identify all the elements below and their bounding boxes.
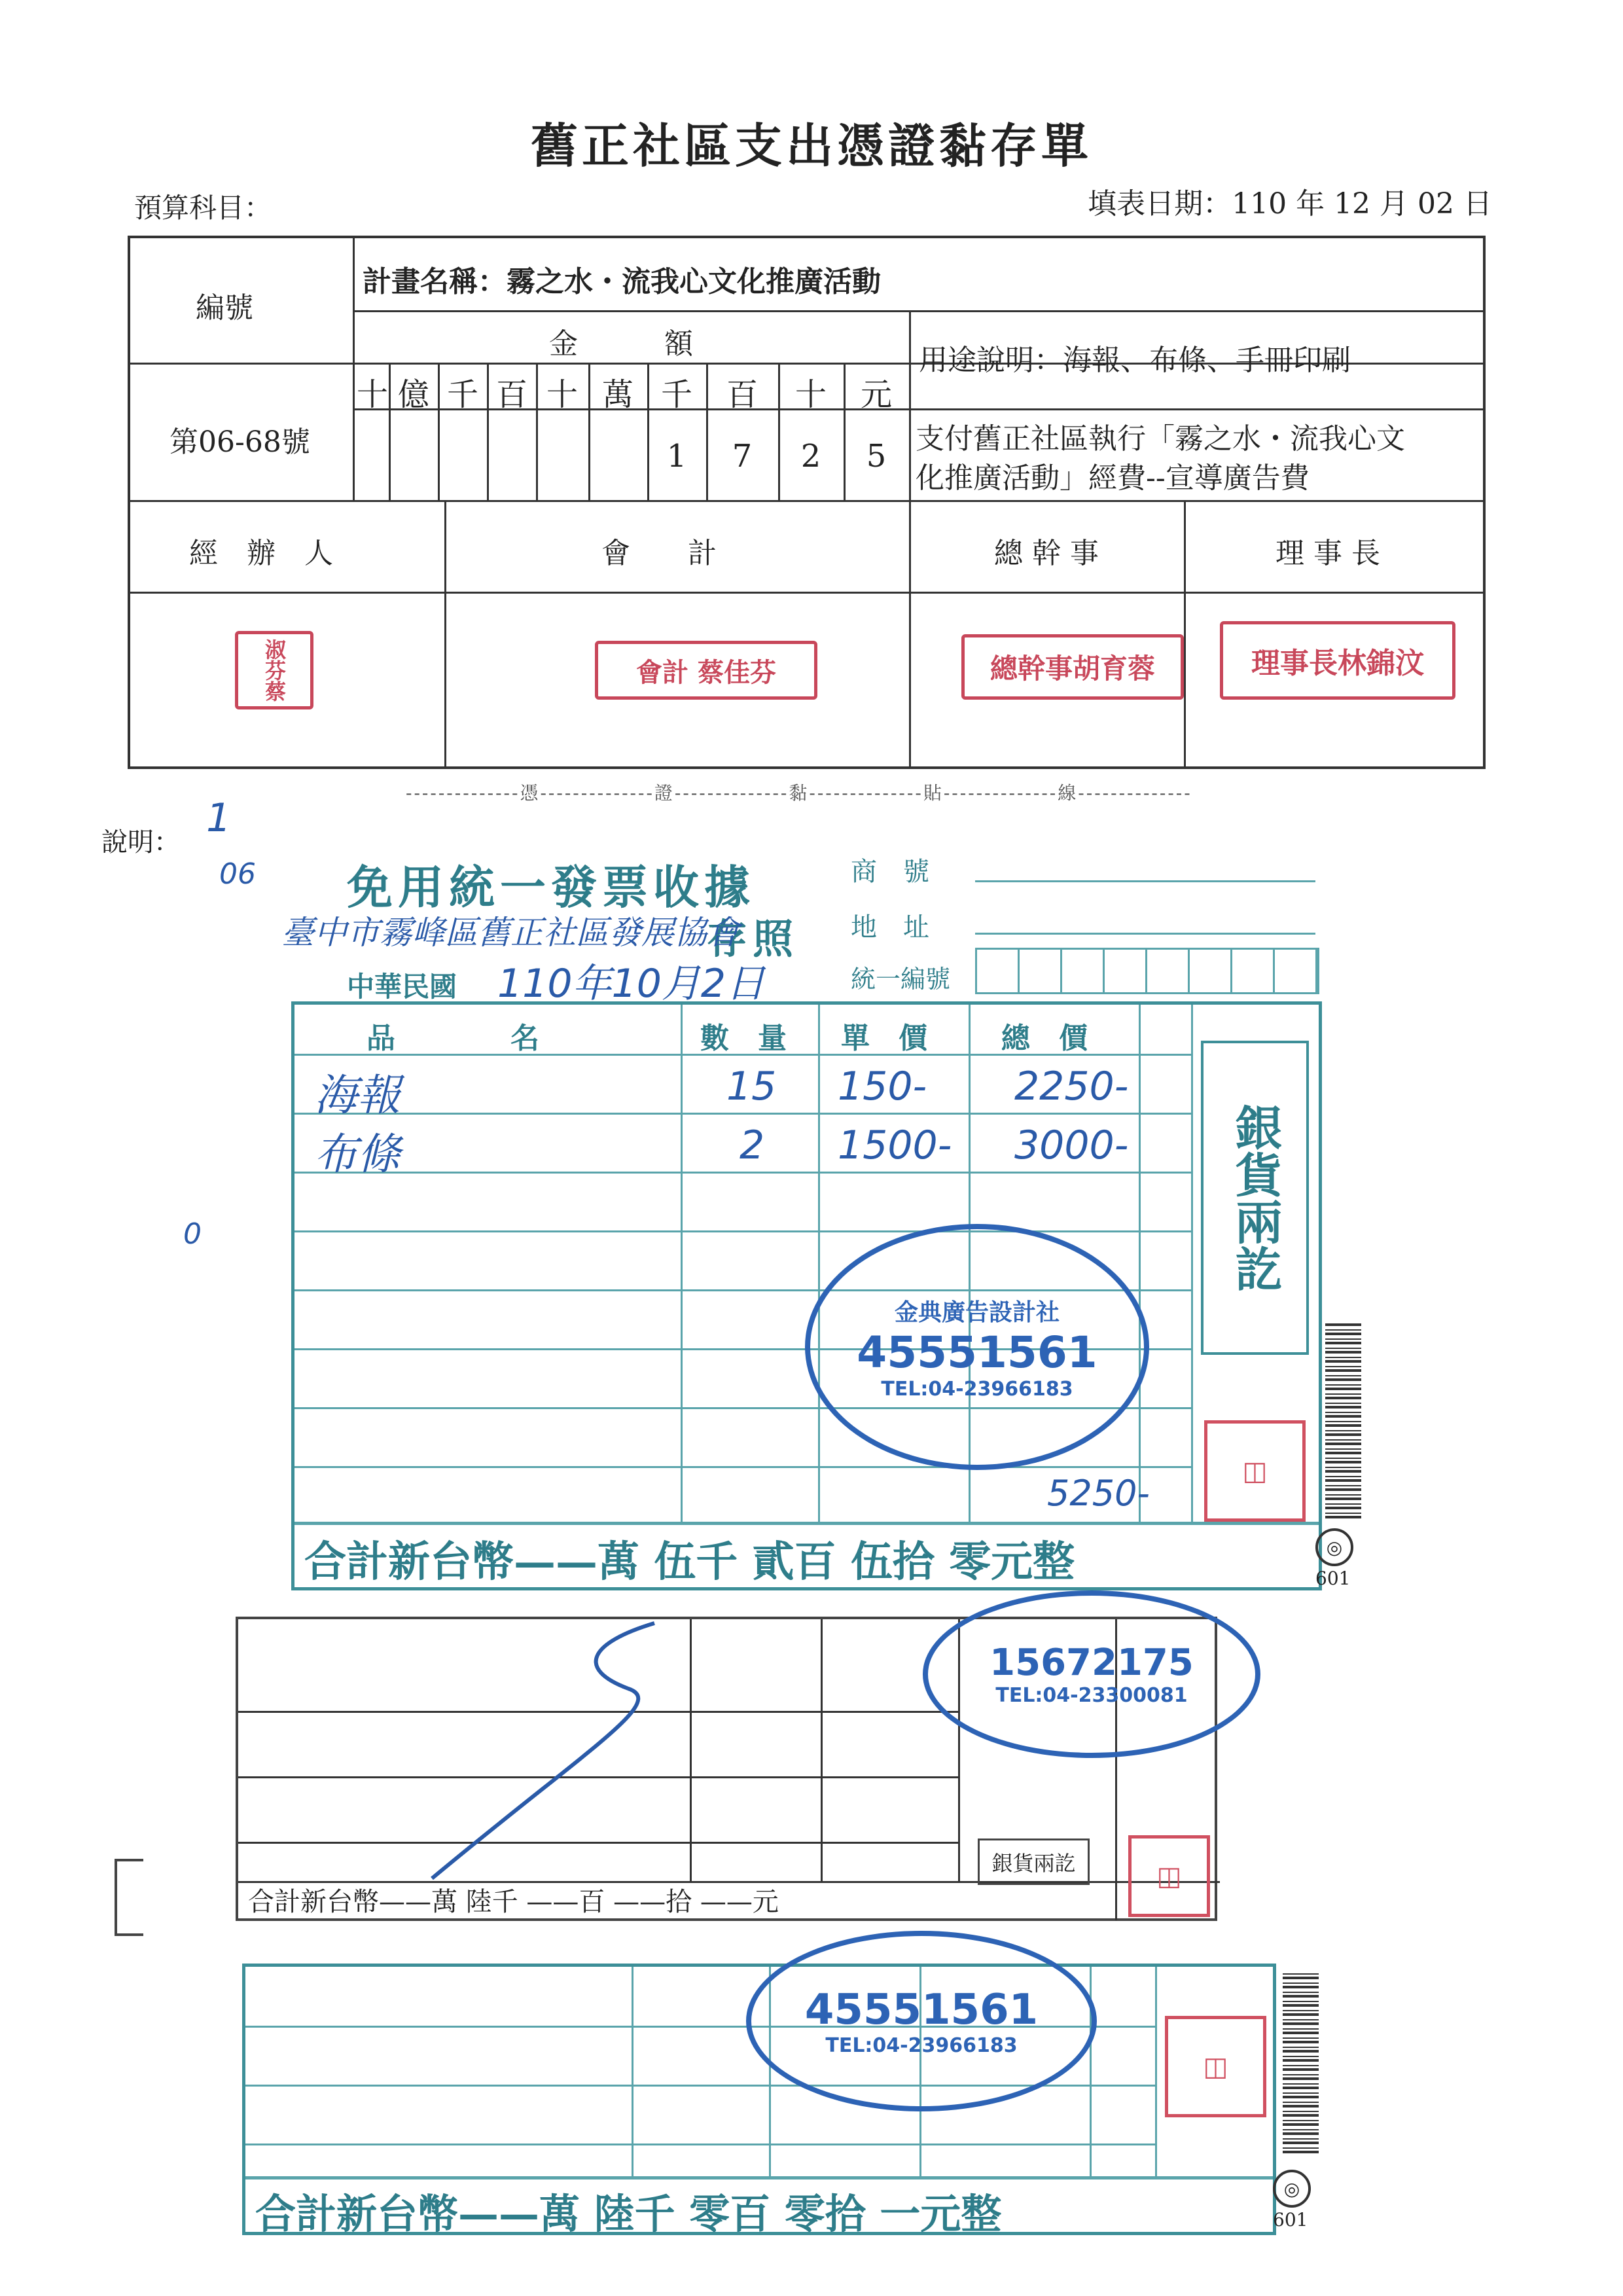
handler-seal: 淑芬蔡 bbox=[235, 631, 313, 709]
amount-digit: 1 bbox=[666, 438, 687, 475]
receipt2-stamp-number: 15672175 bbox=[990, 1641, 1194, 1684]
director-seal: 總幹事胡育蓉 bbox=[961, 634, 1184, 700]
receipt2-total-line: 合計新台幣——萬 陸千 ——百 ——拾 ——元 bbox=[248, 1887, 779, 1917]
purpose-detail-line2: 化推廣活動」經費--宣導廣告費 bbox=[916, 461, 1310, 495]
receipt2-stamp-tel: TEL:04-23300081 bbox=[995, 1684, 1188, 1707]
shop-name-label: 商 號 bbox=[851, 857, 929, 887]
fill-date: 填表日期：110 年 12 月 02 日 bbox=[1088, 187, 1492, 221]
stamp-title: 金典廣告設計社 bbox=[894, 1299, 1060, 1326]
role-chairman: 理 事 長 bbox=[1275, 537, 1380, 570]
voucher-table bbox=[128, 236, 1486, 769]
accountant-seal: 會計 蔡佳芬 bbox=[595, 641, 817, 700]
buyer-handwriting: 臺中市霧峰區舊正社區發展協會 bbox=[281, 914, 740, 952]
purpose-label: 用途說明：海報、布條、手冊印刷 bbox=[919, 344, 1351, 377]
receipt3-total-line: 合計新台幣——萬 陸千 零百 零拾 一元整 bbox=[255, 2190, 1002, 2238]
receipt3-seal: ◫ bbox=[1165, 2016, 1266, 2117]
item-total: 3000- bbox=[1014, 1122, 1129, 1168]
shop-stamp-oval bbox=[805, 1224, 1149, 1470]
item-qty: 2 bbox=[740, 1122, 765, 1168]
voucher-title: 舊正社區支出憑證黏存單 bbox=[530, 118, 1092, 173]
date-label: 中華民國 bbox=[347, 971, 457, 1003]
number-header: 編號 bbox=[196, 291, 253, 325]
role-handler: 經 辦 人 bbox=[189, 537, 333, 570]
receipt1-table bbox=[291, 1001, 1322, 1590]
unit-label: 千 bbox=[446, 376, 478, 413]
paste-line: --------------憑--------------證--------------黏--------------貼--------------線-------------- bbox=[406, 782, 1192, 804]
col-qty: 數 量 bbox=[700, 1022, 787, 1055]
receipt1-total-line: 合計新台幣——萬 伍千 貳百 伍拾 零元整 bbox=[304, 1537, 1075, 1587]
unit-label: 元 bbox=[860, 376, 892, 413]
item-total: 2250- bbox=[1014, 1064, 1129, 1109]
unit-label: 十 bbox=[794, 376, 827, 413]
amount-digit: 2 bbox=[800, 438, 821, 475]
barcode bbox=[1325, 1322, 1361, 1518]
budget-label: 預算科目： bbox=[134, 192, 272, 224]
unit-label: 十 bbox=[546, 376, 578, 413]
role-director: 總 幹 事 bbox=[994, 537, 1099, 570]
unit-label: 千 bbox=[660, 376, 692, 413]
col-unit: 單 價 bbox=[841, 1022, 927, 1055]
margin-mark: 1 bbox=[206, 795, 232, 841]
silver-box: 銀貨兩訖 bbox=[1201, 1041, 1309, 1355]
receipt-title: 免用統一發票收據 bbox=[347, 860, 755, 914]
receipt3-stamp-tel: TEL:04-23966183 bbox=[825, 2034, 1018, 2057]
receipt3-stamp-number: 45551561 bbox=[804, 1985, 1039, 2034]
voucher-number: 第06-68號 bbox=[169, 425, 310, 459]
role-accountant: 會 計 bbox=[601, 537, 717, 570]
unit-label: 十 bbox=[356, 376, 388, 413]
margin-mark: 06 bbox=[219, 857, 256, 891]
item-qty: 15 bbox=[726, 1064, 777, 1109]
project-name: 計畫名稱：霧之水・流我心文化推廣活動 bbox=[363, 265, 881, 298]
handwritten-sum: 5250- bbox=[1047, 1473, 1150, 1514]
stamp-tel: TEL:04-23966183 bbox=[881, 1377, 1073, 1401]
unit-label: 百 bbox=[495, 376, 527, 413]
circle-mark: ◎ bbox=[1315, 1528, 1353, 1566]
receipt2-silver: 銀貨兩訖 bbox=[978, 1839, 1090, 1885]
receipt3-side-code: 601 bbox=[1273, 2209, 1308, 2231]
receipt3-stamp-oval bbox=[746, 1931, 1097, 2111]
receipt2-seal: ◫ bbox=[1128, 1835, 1210, 1917]
margin-mark: 0 bbox=[183, 1217, 202, 1251]
address-label: 地 址 bbox=[851, 912, 929, 942]
shop-seal-square: ◫ bbox=[1204, 1420, 1306, 1522]
side-code: 601 bbox=[1315, 1568, 1351, 1589]
amount-digit: 7 bbox=[732, 438, 753, 475]
stamp-number: 45551561 bbox=[857, 1327, 1097, 1378]
amount-header: 金 額 bbox=[549, 327, 693, 361]
col-item: 品 名 bbox=[366, 1022, 539, 1055]
chairman-seal: 理事長林錦汶 bbox=[1220, 621, 1455, 700]
col-total: 總 價 bbox=[1001, 1022, 1088, 1055]
tax-id-label: 統一編號 bbox=[851, 965, 951, 994]
amount-digit: 5 bbox=[866, 438, 887, 475]
purpose-detail-line1: 支付舊正社區執行「霧之水・流我心文 bbox=[916, 422, 1405, 456]
receipt-date: 110年10月2日 bbox=[497, 961, 766, 1007]
bracket-mark bbox=[115, 1859, 143, 1936]
unit-label: 萬 bbox=[601, 376, 633, 413]
item-price: 1500- bbox=[838, 1122, 952, 1168]
item-name: 海報 bbox=[314, 1070, 401, 1121]
receipt-copy: 存照 bbox=[707, 915, 799, 963]
item-price: 150- bbox=[838, 1064, 927, 1109]
unit-label: 百 bbox=[726, 376, 758, 413]
item-name: 布條 bbox=[314, 1129, 401, 1179]
note-label: 說明： bbox=[101, 827, 180, 857]
receipt3-circle-mark: ◎ bbox=[1273, 2170, 1311, 2208]
receipt3-barcode bbox=[1283, 1970, 1319, 2153]
unit-label: 億 bbox=[397, 376, 429, 413]
handwritten-stroke bbox=[393, 1617, 720, 1892]
receipt2-stamp-oval bbox=[923, 1590, 1260, 1758]
